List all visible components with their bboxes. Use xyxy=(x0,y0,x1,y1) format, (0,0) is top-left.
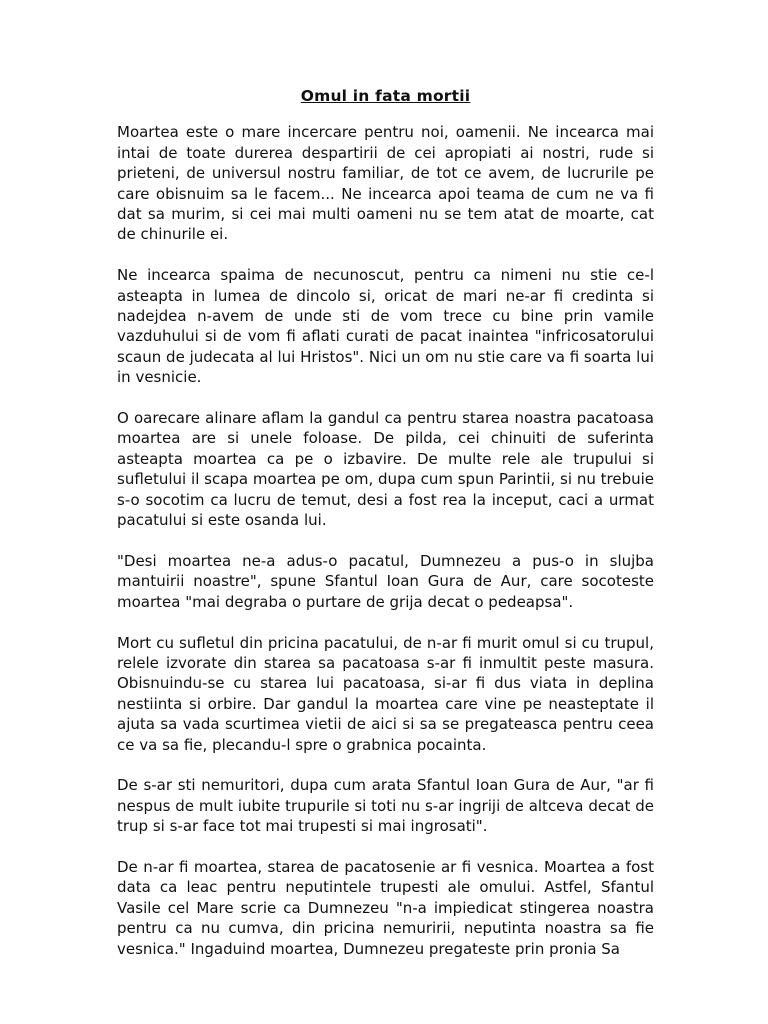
paragraph: O oarecare alinare aflam la gandul ca pentru starea noastra pacatoasa moartea are si unele foloase. De pilda, cei chinuiti de suferinta asteapta moartea ca pe o izbavire. De multe rele ale trupului si sufletului il scapa moartea pe om, dupa cum spun Parintii, si nu trebuie s-o socotim ca lucru de temut, desi a fost rea la inceput, caci a urmat pacatului si este osanda lui. xyxy=(117,409,654,530)
document-page xyxy=(117,86,654,979)
paragraph: De n-ar fi moartea, starea de pacatosenie ar fi vesnica. Moartea a fost data ca leac pentru neputintele trupesti ale omului. Astfel, Sfantul Vasile cel Mare scrie ca Dumnezeu "n-a impiedicat stingerea noastra pentru ca nu cumva, din pricina nemuririi, neputinta noastra sa fie vesnica." Ingaduind moartea, Dumnezeu pregateste prin pronia Sa xyxy=(117,857,654,958)
paragraph: Moartea este o mare incercare pentru noi, oamenii. Ne incearca mai intai de toate durerea despartirii de cei apropiati ai nostri, rude si prieteni, de universul nostru familiar, de tot ce avem, de lucrurile pe care obisnuim sa le facem... Ne incearca apoi teama de cum ne va fi dat sa murim, si cei mai multi oameni nu se tem atat de moarte, cat de chinurile ei. xyxy=(117,123,654,244)
paragraph: Ne incearca spaima de necunoscut, pentru ca nimeni nu stie ce-l asteapta in lumea de dincolo si, oricat de mari ne-ar fi credinta si nadejdea n-avem de unde sti de vom trece cu bine prin vamile vazduhului si de vom fi aflati curati de pacat inaintea "infricosatorului scaun de judecata al lui Hristos". Nici un om nu stie care va fi soarta lui in vesnicie. xyxy=(117,266,654,387)
paragraph: De s-ar sti nemuritori, dupa cum arata Sfantul Ioan Gura de Aur, "ar fi nespus de mult iubite trupurile si toti nu s-ar ingriji de altceva decat de trup si s-ar face tot mai trupesti si mai ingrosati". xyxy=(117,776,654,836)
document-title: Omul in fata mortii xyxy=(300,87,471,105)
paragraph: Mort cu sufletul din pricina pacatului, de n-ar fi murit omul si cu trupul, relele izvorate din starea sa pacatoasa s-ar fi inmultit peste masura. Obisnuindu-se cu starea lui pacatoasa, si-ar fi dus viata in deplina nestiinta si orbire. Dar gandul la moartea care vine pe neasteptate il ajuta sa vada scurtimea vietii de aici si sa se pregateasca pentru ceea ce va sa fie, plecandu-l spre o grabnica pocainta. xyxy=(117,633,654,754)
paragraph: "Desi moartea ne-a adus-o pacatul, Dumnezeu a pus-o in slujba mantuirii noastre", spune Sfantul Ioan Gura de Aur, care socoteste moartea "mai degraba o purtare de grija decat o pedeapsa". xyxy=(117,551,654,611)
